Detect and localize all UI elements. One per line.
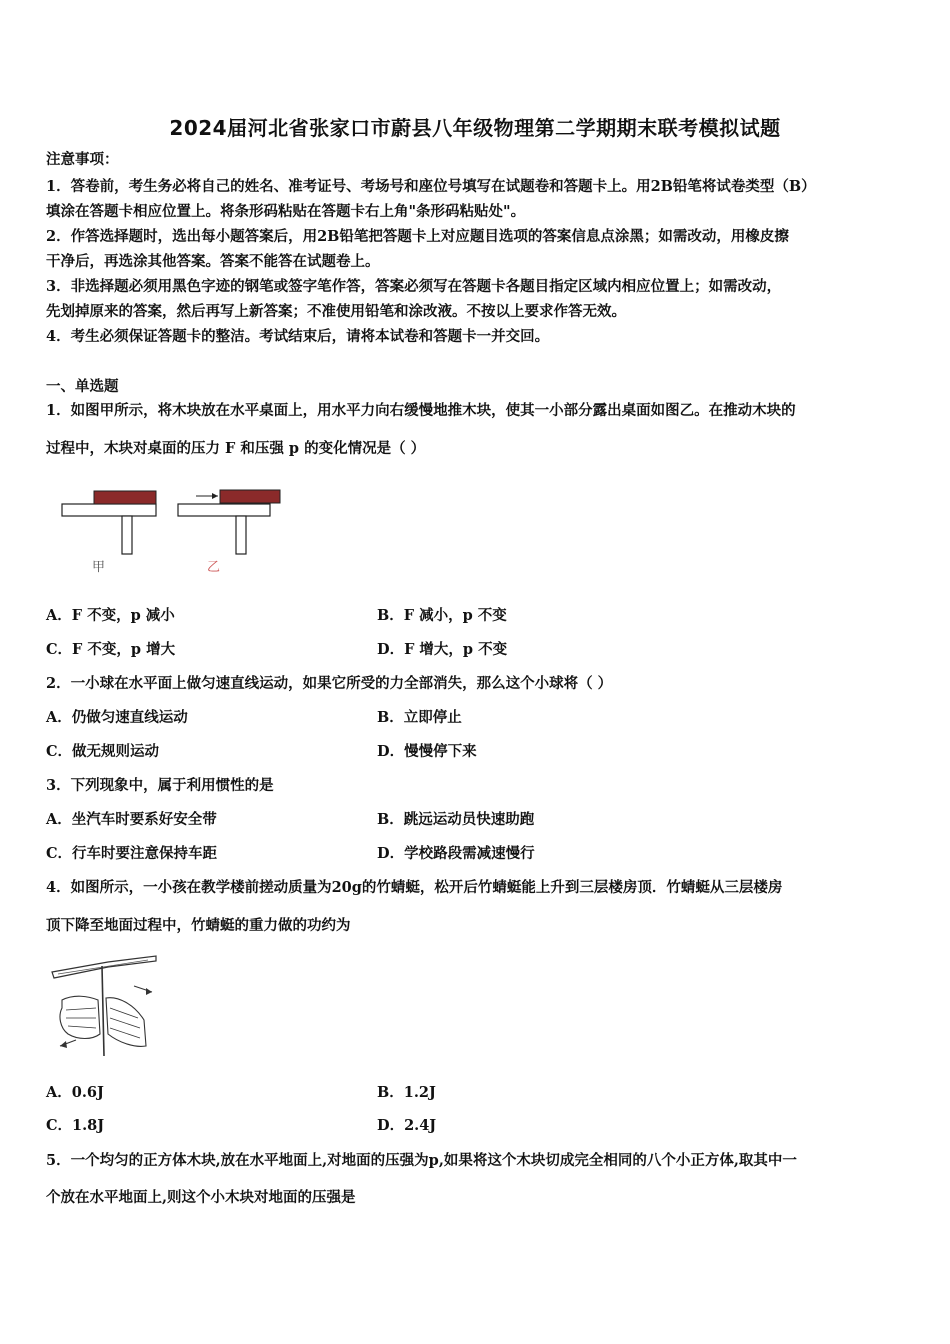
q3-option-d[interactable]: D．学校路段需减速慢行: [377, 845, 535, 862]
notice-line: 1．答卷前，考生务必将自己的姓名、准考证号、考场号和座位号填写在试题卷和答题卡上。用2B铅笔将试卷类型（B）: [46, 178, 816, 195]
table-top-yi: [178, 504, 270, 516]
page-title: 2024届河北省张家口市蔚县八年级物理第二学期期末联考模拟试题: [169, 116, 781, 140]
fig-label-jia: 甲: [92, 560, 106, 575]
q4-option-b[interactable]: B．1.2J: [377, 1084, 436, 1101]
notice-line: 干净后，再选涂其他答案。答案不能答在试题卷上。: [46, 253, 380, 270]
q4-option-a[interactable]: A．0.6J: [46, 1084, 104, 1101]
q2-option-b[interactable]: B．立即停止: [377, 709, 462, 726]
table-leg-yi: [236, 516, 246, 554]
q1-option-c[interactable]: C．F 不变，p 增大: [46, 641, 176, 658]
bamboo-dragonfly-figure: [48, 948, 163, 1058]
q1-option-d[interactable]: D．F 增大，p 不变: [377, 641, 508, 658]
notice-line: 填涂在答题卡相应位置上。将条形码粘贴在答题卡右上角"条形码粘贴处"。: [46, 203, 526, 220]
wood-block-jia: [94, 491, 156, 504]
q3-option-a[interactable]: A．坐汽车时要系好安全带: [46, 811, 217, 828]
left-hand: [60, 996, 100, 1038]
table-top-jia: [62, 504, 156, 516]
q4-stem-line: 顶下降至地面过程中，竹蜻蜓的重力做的功约为: [46, 917, 351, 934]
q4-option-c[interactable]: C．1.8J: [46, 1117, 105, 1134]
q2-option-a[interactable]: A．仍做匀速直线运动: [46, 709, 188, 726]
q5-stem-line: 个放在水平地面上,则这个小木块对地面的压强是: [46, 1189, 356, 1206]
q1-option-a[interactable]: A．F 不变，p 减小: [46, 607, 175, 624]
notice-line: 2．作答选择题时，选出每小题答案后，用2B铅笔把答题卡上对应题目选项的答案信息点涂黑；如需改动，用橡皮擦: [46, 228, 789, 245]
q2-stem: 2．一小球在水平面上做匀速直线运动，如果它所受的力全部消失，那么这个小球将（ ）: [46, 675, 613, 692]
q2-option-d[interactable]: D．慢慢停下来: [377, 743, 477, 760]
table-leg-jia: [122, 516, 132, 554]
q4-stem-line: 4．如图所示，一小孩在教学楼前搓动质量为20g的竹蜻蜓，松开后竹蜻蜓能上升到三层楼房顶．竹蜻蜓从三层楼房: [46, 879, 783, 896]
q3-option-c[interactable]: C．行车时要注意保持车距: [46, 845, 218, 862]
notice-heading: 注意事项：: [46, 151, 119, 168]
notice-line: 3．非选择题必须用黑色字迹的钢笔或签字笔作答，答案必须写在答题卡各题目指定区域内相应位置上；如需改动，: [46, 278, 782, 295]
right-hand: [106, 998, 146, 1047]
wood-block-yi: [220, 490, 280, 503]
q1-option-b[interactable]: B．F 减小，p 不变: [377, 607, 507, 624]
q2-option-c[interactable]: C．做无规则运动: [46, 743, 160, 760]
notice-line: 4．考生必须保证答题卡的整洁。考试结束后，请将本试卷和答题卡一并交回。: [46, 328, 550, 345]
stick: [102, 966, 104, 1056]
q1-stem-line: 过程中，木块对桌面的压力 F 和压强 p 的变化情况是（ ）: [46, 440, 426, 457]
q5-stem-line: 5．一个均匀的正方体木块,放在水平地面上,对地面的压强为p,如果将这个木块切成完全相同的八个小正方体,取其中一: [46, 1152, 797, 1169]
q4-option-d[interactable]: D．2.4J: [377, 1117, 437, 1134]
notice-line: 先划掉原来的答案，然后再写上新答案；不准使用铅笔和涂改液。不按以上要求作答无效。: [46, 303, 626, 320]
push-arrow-head: [212, 493, 218, 499]
section-heading: 一、单选题: [46, 378, 119, 395]
fig-label-yi: 乙: [207, 560, 221, 575]
q3-option-b[interactable]: B．跳远运动员快速助跑: [377, 811, 535, 828]
q3-stem: 3．下列现象中，属于利用惯性的是: [46, 777, 274, 794]
q1-stem-line: 1．如图甲所示，将木块放在水平桌面上，用水平力向右缓慢地推木块，使其一小部分露出桌面如图乙。在推动木块的: [46, 402, 796, 419]
